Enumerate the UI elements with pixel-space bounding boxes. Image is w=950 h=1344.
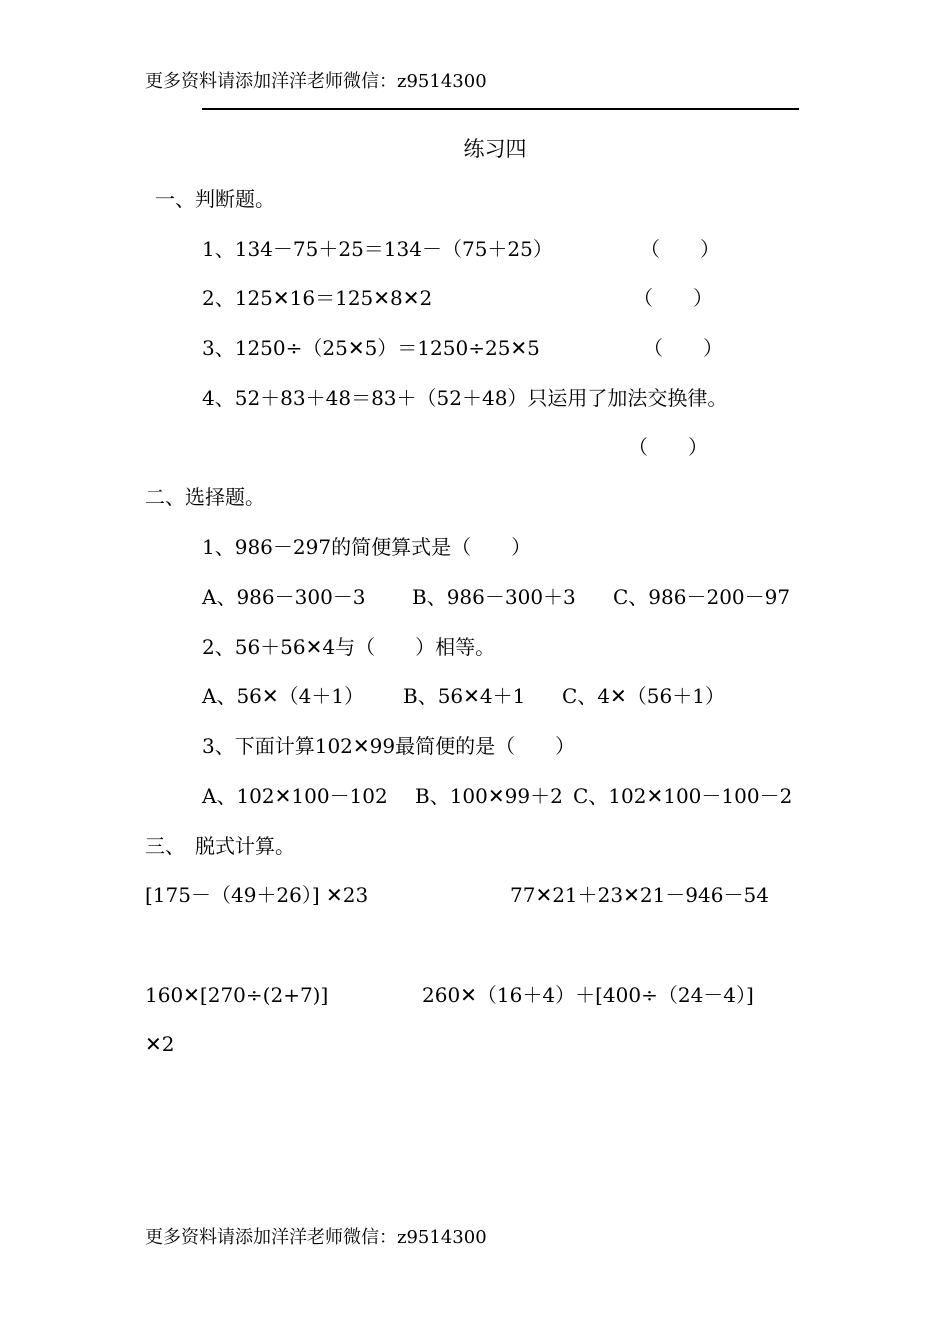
judge-item-2: 2、125✕16＝125✕8✕2: [202, 286, 433, 310]
choice-question-1: 1、986－297的简便算式是（ ）: [202, 535, 532, 559]
calc-expression-2: 77✕21＋23✕21－946－54: [510, 883, 769, 907]
footer-note: 更多资料请添加洋洋老师微信：z9514300: [145, 1227, 487, 1248]
calc-expression-4-continued: ✕2: [145, 1032, 175, 1056]
q1-option-c: C、986－200－97: [613, 585, 791, 609]
judge-item-4: 4、52＋83＋48＝83＋（52＋48）只运用了加法交换律。: [202, 386, 728, 410]
q3-option-c: C、102✕100－100－2: [573, 784, 793, 808]
header-note: 更多资料请添加洋洋老师微信：z9514300: [145, 71, 487, 92]
calc-expression-3: 160✕[270÷(2+7)]: [145, 983, 329, 1007]
calc-expression-4: 260✕（16＋4）＋[400÷（24－4）]: [422, 983, 754, 1007]
header-rule: [202, 108, 799, 110]
q3-option-b: B、100✕99＋2: [415, 784, 563, 808]
answer-blank-3: （ ）: [643, 336, 723, 360]
answer-blank-1: （ ）: [640, 237, 720, 261]
q2-option-b: B、56✕4＋1: [403, 684, 526, 708]
answer-blank-4: （ ）: [628, 435, 708, 459]
q1-option-a: A、986－300－3: [202, 585, 366, 609]
q2-option-a: A、56✕（4＋1）: [202, 684, 365, 708]
q1-option-b: B、986－300＋3: [412, 585, 576, 609]
calc-expression-1: [175－（49＋26）] ✕23: [145, 883, 369, 907]
judge-item-3: 3、1250÷（25✕5）＝1250÷25✕5: [202, 336, 540, 360]
section2-heading: 二、选择题。: [145, 485, 265, 509]
judge-item-1: 1、134－75＋25＝134－（75＋25）: [202, 237, 553, 261]
answer-blank-2: （ ）: [633, 286, 713, 310]
page-title: 练习四: [463, 137, 527, 161]
choice-question-3: 3、下面计算102✕99最简便的是（ ）: [202, 734, 576, 758]
q3-option-a: A、102✕100－102: [202, 784, 388, 808]
q2-option-c: C、4✕（56＋1）: [562, 684, 725, 708]
section1-heading: 一、判断题。: [155, 187, 275, 211]
section3-heading: 三、 脱式计算。: [145, 834, 295, 858]
choice-question-2: 2、56＋56✕4与（ ）相等。: [202, 635, 496, 659]
